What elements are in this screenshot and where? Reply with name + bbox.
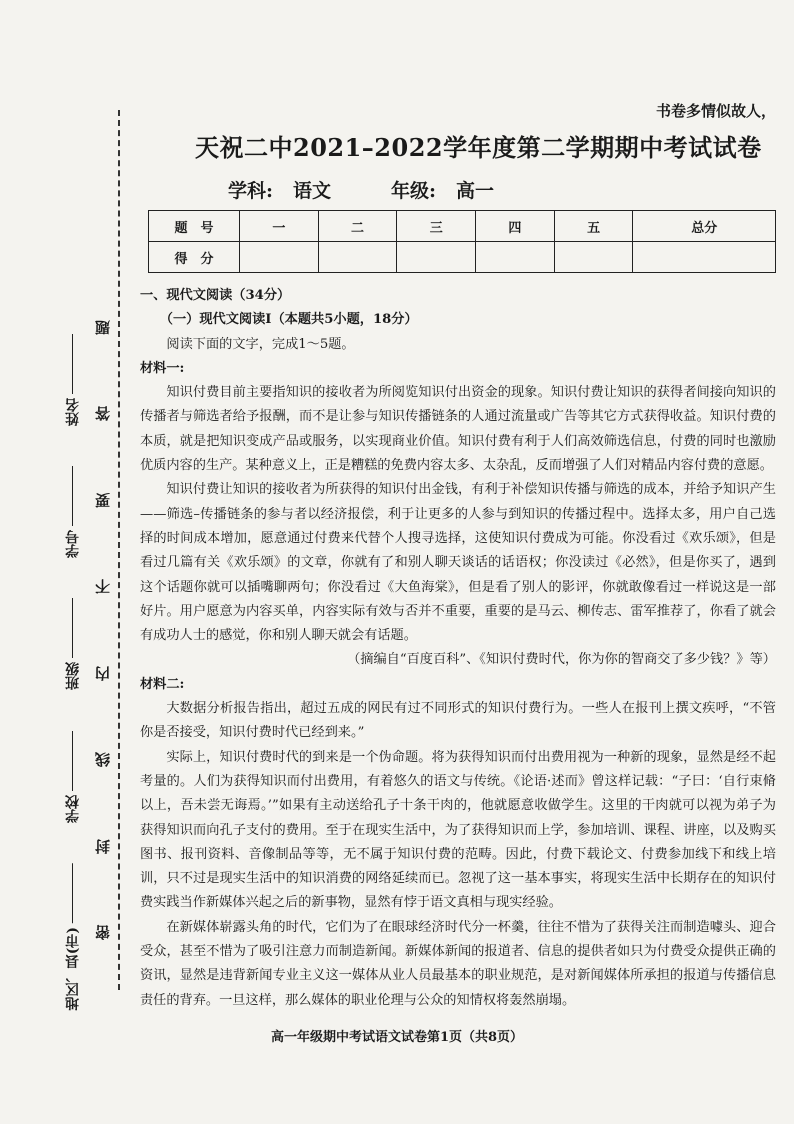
subject-value: 语文 <box>293 180 332 202</box>
seal-dashed-line <box>118 110 120 990</box>
score-table-row <box>149 242 776 273</box>
motto: 书卷多情似故人， <box>655 102 776 120</box>
material1-label: 材料一: <box>140 360 185 376</box>
score-table-header <box>149 211 776 242</box>
score-row-label: 得 分 <box>149 242 240 273</box>
field-school[interactable]: 学校 <box>63 727 83 823</box>
score-header-cell: 题 号 <box>149 211 240 242</box>
score-header-cell: 总分 <box>633 211 776 242</box>
seal-word: 不 <box>93 579 112 595</box>
seal-word: 内 <box>93 665 112 681</box>
page-footer: 高一年级期中考试语文试卷第1页（共8页） <box>270 1030 524 1045</box>
seal-word: 密 <box>93 924 112 940</box>
score-header-cell: 三 <box>397 211 476 242</box>
seal-word: 答 <box>93 406 112 422</box>
material2-paragraph: 实际上，知识付费时代的到来是一个伪命题。将为获得知识而付出费用视为一种新的现象，显然是经不起考量的。人们为获得知识而付出费用，有着悠久的语文与传统。《论语·述而》曾这样记载：“子曰：‘自行束脩以上，吾未尝无诲焉。’”如果有主动送给孔子十条干肉的，他就愿意收做学生。这里的干肉就可以视为弟子为获得知识而向孔子支付的费用。至于在现实生活中，为了获得知识而上学，参加培训、课程、讲座，以及购买图书、报刊资料、音像制品等等，无不属于知识付费的范畴。因此，付费下载论文、付费参加线下和线上培训，只不过是现实生活中的知识消费的网络延续而已。忽视了这一基本事实，将现实生活中长期存在的知识付费实践当作新媒体兴起之后的新事物，显然有悖于语文真相与现实经验。 <box>140 749 776 911</box>
seal-word: 要 <box>93 492 112 508</box>
exam-content <box>140 284 776 1013</box>
seal-word: 封 <box>93 838 112 854</box>
material2-paragraph: 在新媒体崭露头角的时代，它们为了在眼球经济时代分一杯羹，往往不惜为了获得关注而制造噱头、迎合受众，甚至不惜为了吸引注意力而制造新闻。新媒体新闻的报道者、信息的提供者如只为付费受众提供正确的资讯，显然是违背新闻专业主义这一媒体从业人员最基本的职业规范，是对新闻媒体所承担的报道与传播信息责任的背弃。一旦这样，那么媒体的职业伦理与公众的知情权将轰然崩塌。 <box>140 919 776 1008</box>
instruction: 阅读下面的文字，完成1～5题。 <box>166 336 355 352</box>
subject-line <box>228 176 514 203</box>
score-cell[interactable] <box>554 242 633 273</box>
seal-words <box>90 320 114 940</box>
score-header-cell: 四 <box>476 211 555 242</box>
field-region[interactable]: 地区、县(市) <box>63 859 83 1010</box>
grade-label: 年级: <box>391 180 437 202</box>
score-cell[interactable] <box>240 242 319 273</box>
material1-paragraph: 知识付费让知识的接收者为所获得的知识付出金钱，有利于补偿知识传播与筛选的成本，并给予知识产生——筛选–传播链条的参与者以经济报偿，利于让更多的人参与到知识的传播过程中。选择太多，用户自己选择的时间成本增加，愿意通过付费来代替个人搜寻选择，这使知识付费成为可能。你没看过《欢乐颂》，但是看过几篇有关《欢乐颂》的文章，你就有了和别人聊天谈话的话语权；你没读过《必然》，但是你买了，遇到这个话题你就可以插嘴聊两句；你没看过《大鱼海棠》，但是看了别人的影评，你就敢像看过一样说这是一部好片。用户愿意为内容买单，内容实际有效与否并不重要，重要的是马云、柳传志、雷军推荐了，你看了就会有成功人士的感觉，你和别人聊天就会有话题。 <box>140 482 776 644</box>
score-cell[interactable] <box>397 242 476 273</box>
score-header-cell: 一 <box>240 211 319 242</box>
score-table <box>148 210 776 273</box>
sub-heading: （一）现代文阅读Ⅰ（本题共5小题，18分） <box>159 312 418 328</box>
score-header-cell: 五 <box>554 211 633 242</box>
score-cell[interactable] <box>318 242 397 273</box>
subject-label: 学科: <box>228 180 274 202</box>
score-cell[interactable] <box>476 242 555 273</box>
section-heading: 一、现代文阅读（34分） <box>140 288 291 303</box>
seal-word: 题 <box>93 320 112 335</box>
grade-value: 高一 <box>456 180 495 202</box>
material1-paragraph: 知识付费目前主要指知识的接收者为所阅览知识付出资金的现象。知识付费让知识的获得者间接向知识的传播者与筛选者给予报酬，而不是让参与知识传播链条的人通过流量或广告等其它方式获得收益。知识付费的本质，就是把知识变成产品或服务，以实现商业价值。知识付费有利于人们高效筛选信息，付费的同时也激励优质内容的生产。某种意义上，正是糟糕的免费内容太多、太杂乱，反而增强了人们对精品内容付费的意愿。 <box>140 385 776 474</box>
material1-source: （摘编自“百度百科”、《知识付费时代，你为你的智商交了多少钱？》等） <box>347 652 776 668</box>
score-cell[interactable] <box>633 242 776 273</box>
material2-label: 材料二: <box>140 676 185 692</box>
field-student-id[interactable]: 学号 <box>63 462 83 558</box>
field-name[interactable]: 姓名 <box>63 330 83 426</box>
student-info-fields <box>58 330 88 1010</box>
seal-word: 线 <box>93 752 112 768</box>
field-class[interactable]: 班级 <box>63 594 83 690</box>
exam-title: 天祝二中2021–2022学年度第二学期期中考试试卷 <box>195 133 762 162</box>
score-header-cell: 二 <box>318 211 397 242</box>
material2-paragraph: 大数据分析报告指出，超过五成的网民有过不同形式的知识付费行为。一些人在报刊上撰文疾呼，“不管你是否接受，知识付费时代已经到来。” <box>140 701 776 741</box>
